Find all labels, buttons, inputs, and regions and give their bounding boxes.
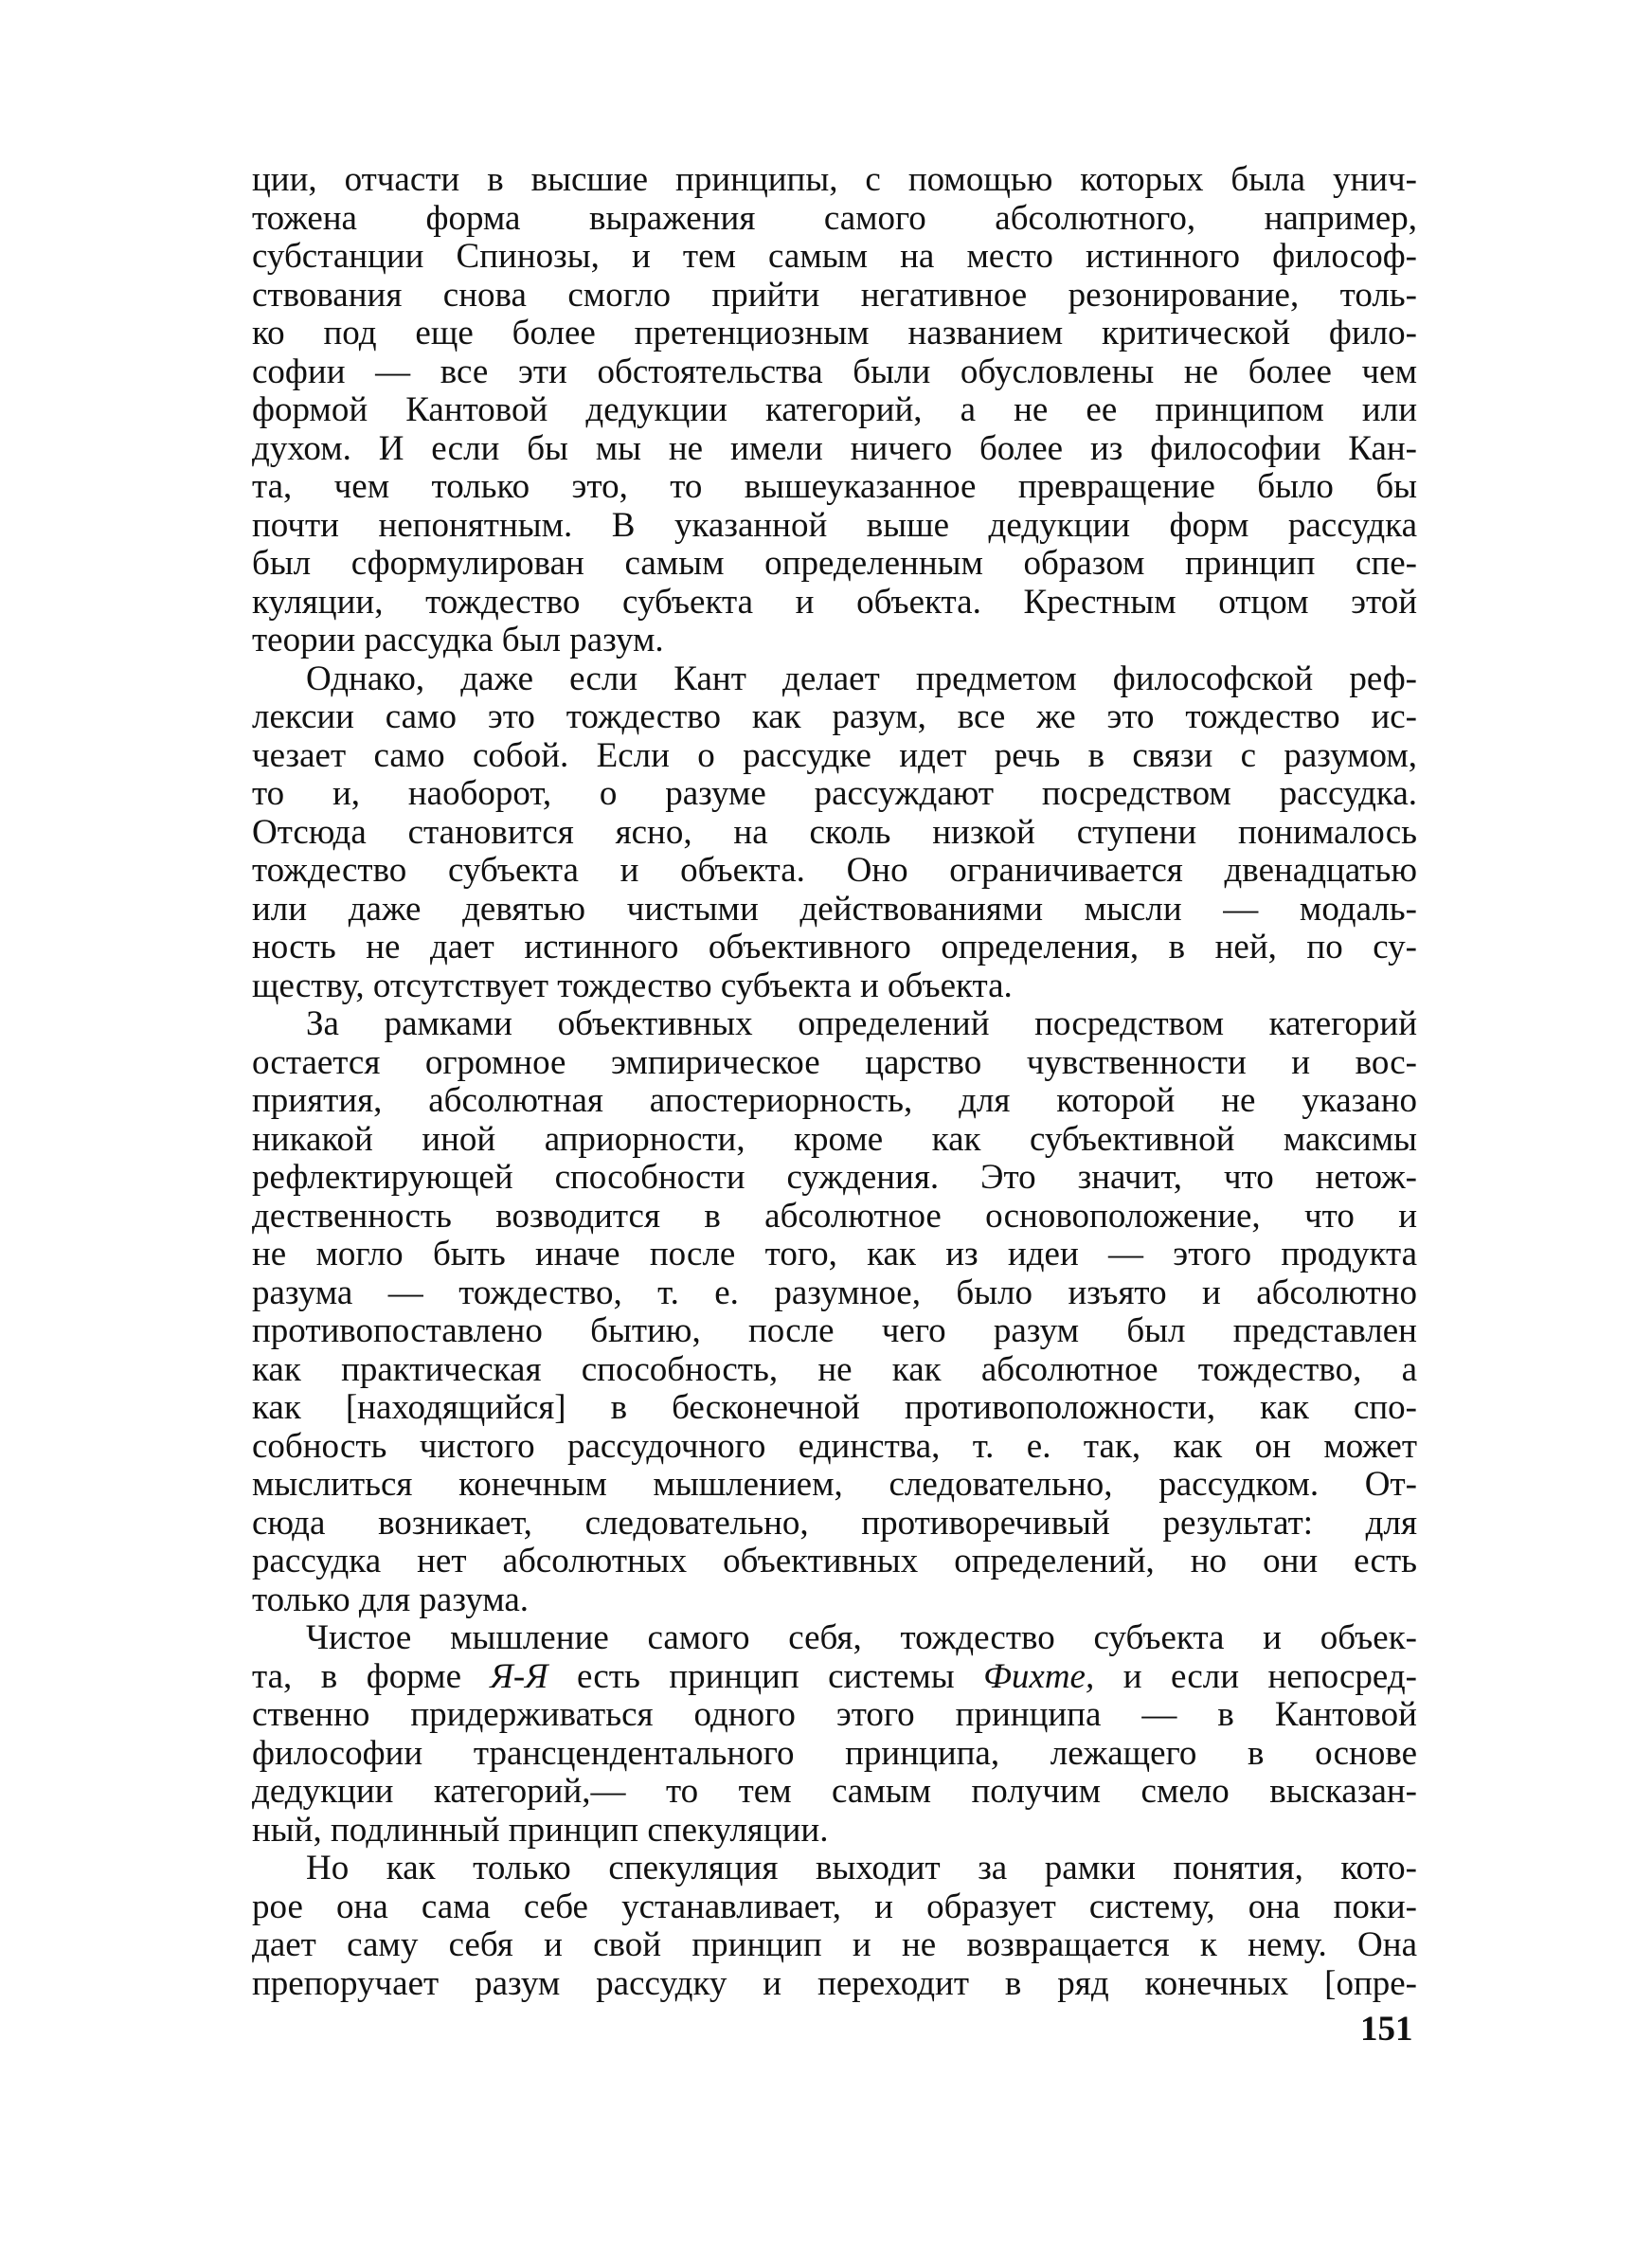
text-line: За рамками объективных определений посредством категорий bbox=[306, 1005, 1417, 1043]
text-line: только для разума. bbox=[252, 1580, 530, 1619]
text-line: ность не дает истинного объективного определения, в ней, по су- bbox=[252, 929, 1417, 966]
text-line: дественность возводится в абсолютное основоположение, что и bbox=[252, 1197, 1417, 1236]
text-line: приятия, абсолютная апостериорность, для которой не указано bbox=[252, 1082, 1417, 1120]
paragraph-3 bbox=[252, 1005, 1417, 1619]
text-line: духом. И если бы мы не имели ничего более из философии Кан- bbox=[252, 429, 1417, 468]
text-line: дедукции категорий,— то тем самым получим смело высказан- bbox=[252, 1773, 1417, 1811]
text-line: Чистое мышление самого себя, тождество субъекта и объек- bbox=[306, 1619, 1417, 1657]
text-line: теории рассудка был разум. bbox=[252, 622, 664, 659]
text-line: лексии само это тождество как разум, все же это тождество ис- bbox=[252, 698, 1417, 736]
text-line: сюда возникает, следовательно, противоречивый результат: для bbox=[252, 1504, 1417, 1543]
text-line-with-emphasis: та, в форме Я-Я есть принцип системы Фихте, и если непосред- bbox=[252, 1657, 1417, 1696]
text-line: Но как только спекуляция выходит за рамки понятия, кото- bbox=[306, 1850, 1417, 1887]
page-body bbox=[252, 161, 1417, 2003]
text-line: противопоставлено бытию, после чего разум был представлен bbox=[252, 1312, 1417, 1350]
text-line: почти непонятным. В указанной выше дедукции форм рассудка bbox=[252, 506, 1417, 545]
text-line: собность чистого рассудочного единства, т. е. так, как он может bbox=[252, 1427, 1417, 1466]
text-line: Однако, даже если Кант делает предметом философской реф- bbox=[306, 659, 1417, 698]
text-line: куляции, тождество субъекта и объекта. Крестным отцом этой bbox=[252, 583, 1417, 622]
text-line: ствования снова смогло прийти негативное резонирование, толь- bbox=[252, 276, 1417, 315]
text-line: был сформулирован самым определенным образом принцип спе- bbox=[252, 545, 1417, 583]
text-line: как [находящийся] в бесконечной противоположности, как спо- bbox=[252, 1389, 1417, 1427]
text-line: остается огромное эмпирическое царство чувственности и вос- bbox=[252, 1043, 1417, 1082]
text-line: рефлектирующей способности суждения. Это значит, что нетож- bbox=[252, 1159, 1417, 1197]
paragraph-5 bbox=[252, 1850, 1417, 2003]
text-line: чезает само собой. Если о рассудке идет речь в связи с разумом, bbox=[252, 736, 1417, 775]
text-line: философии трансцендентального принципа, лежащего в основе bbox=[252, 1734, 1417, 1773]
text-line: тожена форма выражения самого абсолютного, например, bbox=[252, 199, 1417, 238]
text-line: тождество субъекта и объекта. Оно ограничивается двенадцатью bbox=[252, 852, 1417, 890]
text-line: софии — все эти обстоятельства были обусловлены не более чем bbox=[252, 352, 1417, 391]
text-line: ный, подлинный принцип спекуляции. bbox=[252, 1811, 829, 1850]
text-line: ществу, отсутствует тождество субъекта и объекта. bbox=[252, 966, 1013, 1005]
page-number: 151 bbox=[1360, 2010, 1413, 2049]
text-line: дает саму себя и свой принцип и не возвращается к нему. Она bbox=[252, 1926, 1417, 1964]
text-line: никакой иной априорности, кроме как субъективной максимы bbox=[252, 1120, 1417, 1159]
text-line: рассудка нет абсолютных объективных определений, но они есть bbox=[252, 1543, 1417, 1580]
text-line: или даже девятью чистыми действованиями мысли — модаль- bbox=[252, 890, 1417, 929]
italic-term: Фихте, bbox=[983, 1657, 1095, 1696]
text-line: то и, наоборот, о разуме рассуждают посредством рассудка. bbox=[252, 775, 1417, 813]
text-line: препоручает разум рассудку и переходит в ряд конечных [опре- bbox=[252, 1964, 1417, 2003]
text-line: как практическая способность, не как абсолютное тождество, а bbox=[252, 1350, 1417, 1389]
text-line: ко под еще более претенциозным названием критической фило- bbox=[252, 315, 1417, 352]
text-line: субстанции Спинозы, и тем самым на место истинного философ- bbox=[252, 238, 1417, 276]
text-line: та, чем только это, то вышеуказанное превращение было бы bbox=[252, 468, 1417, 506]
text-line: рое она сама себе устанавливает, и образует систему, она поки- bbox=[252, 1887, 1417, 1926]
paragraph-2 bbox=[252, 660, 1417, 1006]
text-line: мыслиться конечным мышлением, следовательно, рассудком. От- bbox=[252, 1466, 1417, 1504]
paragraph-4 bbox=[252, 1619, 1417, 1850]
text-line: ственно придерживаться одного этого принципа — в Кантовой bbox=[252, 1696, 1417, 1734]
text-line: разума — тождество, т. е. разумное, было изъято и абсолютно bbox=[252, 1273, 1417, 1312]
italic-term: Я-Я bbox=[490, 1657, 548, 1696]
text-line: не могло быть иначе после того, как из идеи — этого продукта bbox=[252, 1236, 1417, 1273]
text-line: Отсюда становится ясно, на сколь низкой ступени понималось bbox=[252, 813, 1417, 852]
text-line: формой Кантовой дедукции категорий, а не ее принципом или bbox=[252, 391, 1417, 429]
paragraph-1 bbox=[252, 161, 1417, 660]
text-line: ции, отчасти в высшие принципы, с помощью которых была унич- bbox=[252, 161, 1417, 199]
